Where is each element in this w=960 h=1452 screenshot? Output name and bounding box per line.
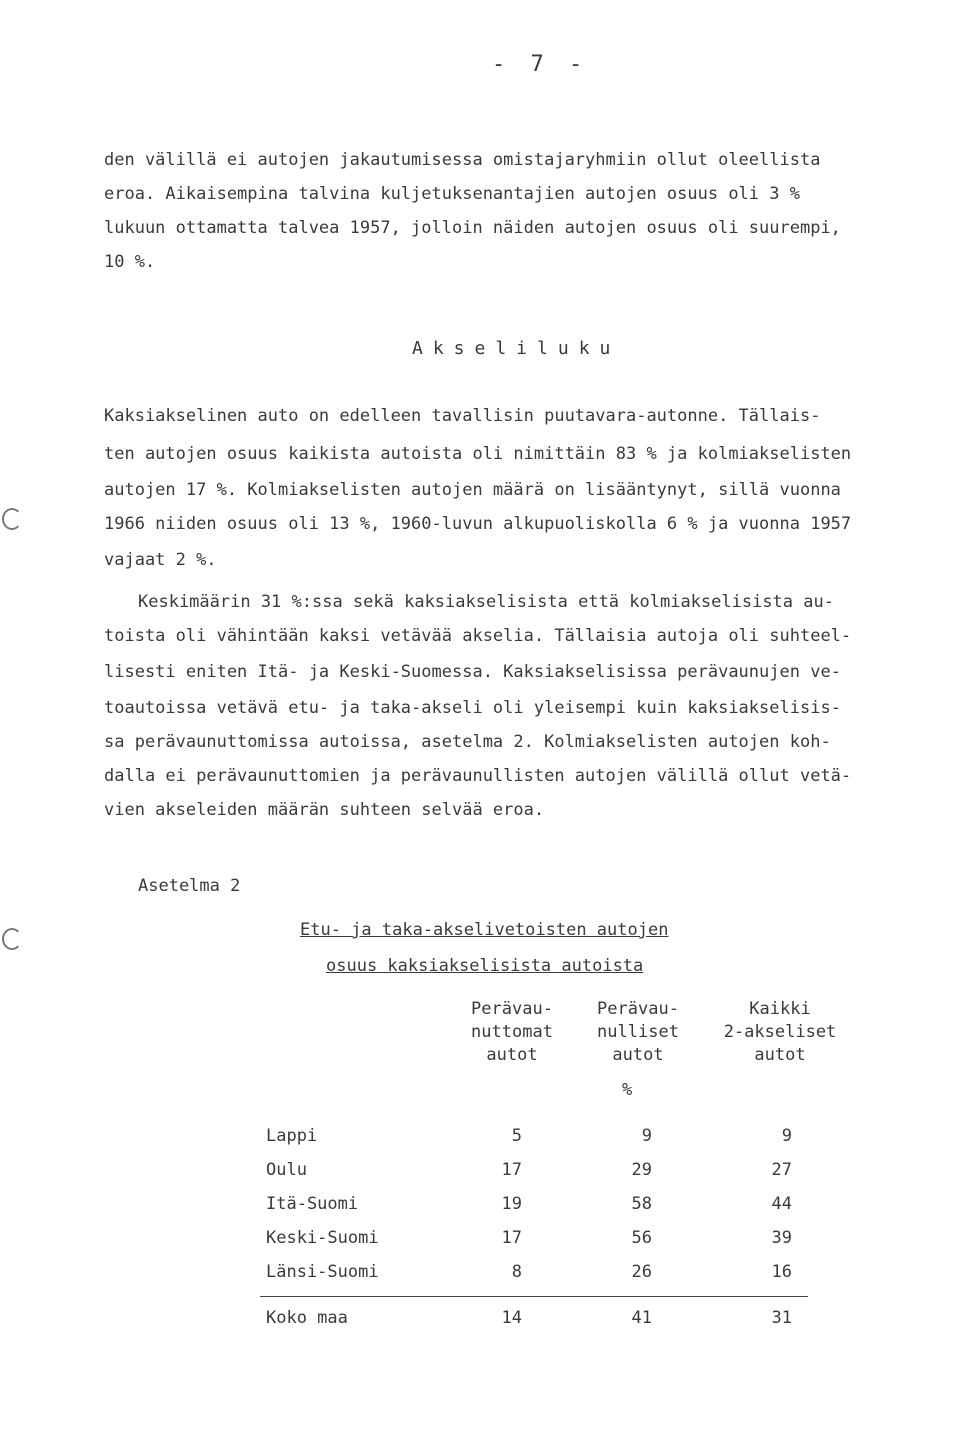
table-divider <box>260 1296 808 1297</box>
paragraph-line: autojen 17 %. Kolmiakselisten autojen määrä on lisääntynyt, sillä vuonna <box>104 480 841 500</box>
table-cell: 17 <box>501 1160 522 1180</box>
paragraph-line: ten autojen osuus kaikista autoista oli nimittäin 83 % ja kolmiakselisten <box>104 444 852 464</box>
table-subtitle: osuus kaksiakselisista autoista <box>326 956 644 976</box>
table-cell: 26 <box>631 1262 652 1282</box>
column-header-line: 2-akseliset <box>723 1022 837 1042</box>
table-cell: 16 <box>771 1262 792 1282</box>
page-number: - 7 - <box>492 52 589 77</box>
table-cell: 5 <box>511 1126 522 1146</box>
paragraph-line: toista oli vähintään kaksi vetävää akselia. Tällaisia autoja oli suhteel- <box>104 626 852 646</box>
unit-label: % <box>622 1080 633 1100</box>
column-header-line: nuttomat <box>471 1022 553 1042</box>
column-header-line: autot <box>486 1045 538 1065</box>
paragraph-line: Kaksiakselinen auto on edelleen tavallisin puutavara-autonne. Tällais- <box>104 406 821 426</box>
table-cell: 8 <box>511 1262 522 1282</box>
paragraph-line: vajaat 2 %. <box>104 550 217 570</box>
punch-hole-mark <box>2 928 22 950</box>
total-cell: 31 <box>771 1308 792 1328</box>
total-cell: 41 <box>631 1308 652 1328</box>
table-cell: 19 <box>501 1194 522 1214</box>
table-cell: 27 <box>771 1160 792 1180</box>
section-heading: Akseliluku <box>412 338 621 359</box>
paragraph-line: toautoissa vetävä etu- ja taka-akseli oli yleisempi kuin kaksiakselisis- <box>104 698 841 718</box>
punch-hole-mark <box>2 508 22 530</box>
paragraph-line: 1966 niiden osuus oli 13 %, 1960-luvun alkupuoliskolla 6 % ja vuonna 1957 <box>104 514 852 534</box>
table-cell: 56 <box>631 1228 652 1248</box>
table-cell: 17 <box>501 1228 522 1248</box>
table-caption: Asetelma 2 <box>138 876 241 896</box>
table-cell: 44 <box>771 1194 792 1214</box>
paragraph-line: vien akseleiden määrän suhteen selvää eroa. <box>104 800 545 820</box>
table-cell: 39 <box>771 1228 792 1248</box>
table-cell: 9 <box>641 1126 652 1146</box>
row-label: Länsi-Suomi <box>266 1262 379 1282</box>
column-header-line: autot <box>612 1045 664 1065</box>
paragraph-line: Keskimäärin 31 %:ssa sekä kaksiakselisista että kolmiakselisista au- <box>138 592 834 612</box>
intro-line: eroa. Aikaisempina talvina kuljetuksenantajien autojen osuus oli 3 % <box>104 184 800 204</box>
paragraph-line: dalla ei perävaunuttomien ja perävaunullisten autojen välillä ollut vetä- <box>104 766 852 786</box>
column-header-line: autot <box>754 1045 806 1065</box>
column-header-line: nulliset <box>597 1022 679 1042</box>
row-label: Oulu <box>266 1160 307 1180</box>
intro-line: den välillä ei autojen jakautumisessa omistajaryhmiin ollut oleellista <box>104 150 821 170</box>
row-label: Keski-Suomi <box>266 1228 379 1248</box>
column-header-line: Kaikki <box>749 999 811 1019</box>
column-header-line: Perävau- <box>471 999 553 1019</box>
total-row-label: Koko maa <box>266 1308 348 1328</box>
table-cell: 29 <box>631 1160 652 1180</box>
column-header-line: Perävau- <box>597 999 679 1019</box>
column-header <box>442 998 582 1067</box>
table-cell: 58 <box>631 1194 652 1214</box>
column-header <box>710 998 850 1067</box>
intro-line: 10 %. <box>104 252 156 272</box>
table-cell: 9 <box>781 1126 792 1146</box>
row-label: Itä-Suomi <box>266 1194 359 1214</box>
paragraph-line: lisesti eniten Itä- ja Keski-Suomessa. Kaksiakselisissa perävaunujen ve- <box>104 662 841 682</box>
table-title: Etu- ja taka-akselivetoisten autojen <box>300 920 669 940</box>
total-cell: 14 <box>501 1308 522 1328</box>
column-header <box>568 998 708 1067</box>
row-label: Lappi <box>266 1126 318 1146</box>
intro-line: lukuun ottamatta talvea 1957, jolloin näiden autojen osuus oli suurempi, <box>104 218 841 238</box>
paragraph-line: sa perävaunuttomissa autoissa, asetelma 2. Kolmiakselisten autojen koh- <box>104 732 831 752</box>
